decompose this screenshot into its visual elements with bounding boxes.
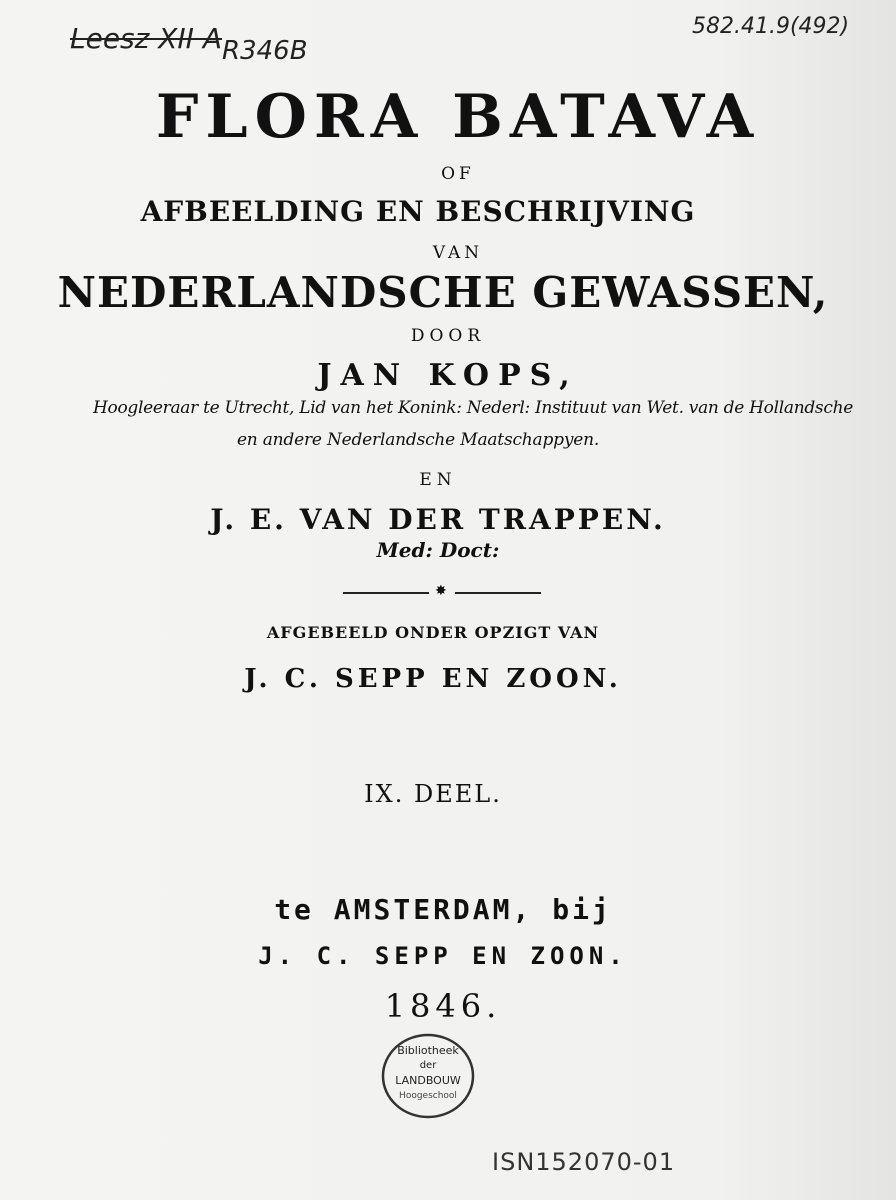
imprint-year: 1846. — [384, 987, 502, 1025]
stamp-line2: der — [419, 1060, 437, 1071]
author-trappen-title: Med: Doct: — [376, 538, 500, 562]
imprint-place: te AMSTERDAM, bij — [274, 893, 612, 926]
illustration-credit-label: AFGEBEELD ONDER OPZIGT VAN — [266, 623, 600, 642]
annotation-classification: 582.41.9(492) — [692, 14, 850, 39]
annotation-shelfmark-struck: Leesz XII A — [70, 22, 222, 55]
volume-number: IX. DEEL. — [364, 780, 502, 808]
subtitle-of: OF — [441, 164, 475, 184]
author-trappen: J. E. VAN DER TRAPPEN. — [210, 503, 666, 536]
library-stamp — [380, 1032, 476, 1120]
subtitle-nederlandsche: NEDERLANDSCHE GEWASSEN, — [57, 268, 829, 317]
stamp-line1: Bibliotheek — [397, 1044, 459, 1057]
illustration-credit-name: J. C. SEPP EN ZOON. — [244, 664, 622, 694]
imprint-publisher: J. C. SEPP EN ZOON. — [258, 942, 628, 970]
subtitle-afbeelding: AFBEELDING EN BESCHRIJVING — [140, 195, 696, 228]
book-title: FLORA BATAVA — [155, 82, 761, 152]
subtitle-van: VAN — [432, 243, 484, 263]
author-en: EN — [419, 470, 457, 490]
author-door: DOOR — [410, 326, 486, 346]
author-kops-title-line1: Hoogleeraar te Utrecht, Lid van het Konink: Nederl: Instituut van Wet. van de Hollandsche — [93, 398, 853, 418]
stamp-line3: LANDBOUW — [395, 1074, 461, 1087]
divider-star-icon: ✸ — [435, 583, 447, 599]
ornamental-divider — [343, 583, 543, 599]
stamp-line4: Hoogeschool — [399, 1091, 457, 1101]
annotation-inventory-code: ISN152070-01 — [492, 1148, 676, 1176]
annotation-shelfmark: R346B — [222, 36, 308, 66]
author-kops-title-line2: en andere Nederlandsche Maatschappyen. — [236, 430, 600, 450]
author-kops: JAN KOPS, — [317, 358, 579, 393]
